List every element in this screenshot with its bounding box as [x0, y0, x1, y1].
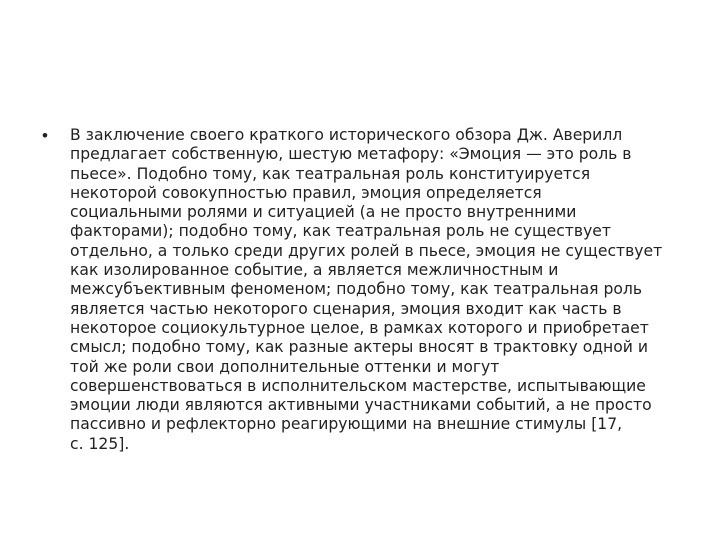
text-line: пьесе». Подобно тому, как театральная роль конституируется: [70, 164, 591, 183]
text-line: смысл; подобно тому, как разные актеры вносят в трактовку одной и: [70, 338, 648, 357]
text-line: некоторое социокультурное целое, в рамках которого и приобретает: [70, 318, 649, 337]
text-line: предлагает собственную, шестую метафору: «Эмоция — это роль в: [70, 145, 632, 164]
bullet-item: [42, 126, 682, 454]
text-line: той же роли свои дополнительные оттенки и могут: [70, 357, 500, 376]
text-line: с. 125].: [70, 434, 130, 453]
text-line: факторами); подобно тому, как театральная роль не существует: [70, 222, 611, 241]
text-line: отдельно, а только среди других ролей в пьесе, эмоция не существует: [70, 241, 663, 260]
text-line: эмоции люди являются активными участниками событий, а не просто: [70, 396, 652, 415]
text-line: социальными ролями и ситуацией (а не просто внутренними: [70, 203, 577, 222]
text-line: В заключение своего краткого исторического обзора Дж. Аверилл: [70, 126, 623, 144]
text-line: некоторой совокупностью правил, эмоция определяется: [70, 183, 542, 202]
text-line: пассивно и рефлекторно реагирующими на внешние стимулы [17,: [70, 415, 623, 434]
text-line: является частью некоторого сценария, эмоция входит как часть в: [70, 299, 622, 318]
bullet-dot: •: [42, 126, 48, 145]
text-line: совершенствоваться в исполнительском мастерстве, испытывающие: [70, 376, 646, 395]
paragraph-text: [70, 126, 682, 454]
text-line: межсубъективным феноменом; подобно тому, как театральная роль: [70, 280, 643, 299]
text-line: как изолированное событие, а является межличностным и: [70, 261, 559, 280]
